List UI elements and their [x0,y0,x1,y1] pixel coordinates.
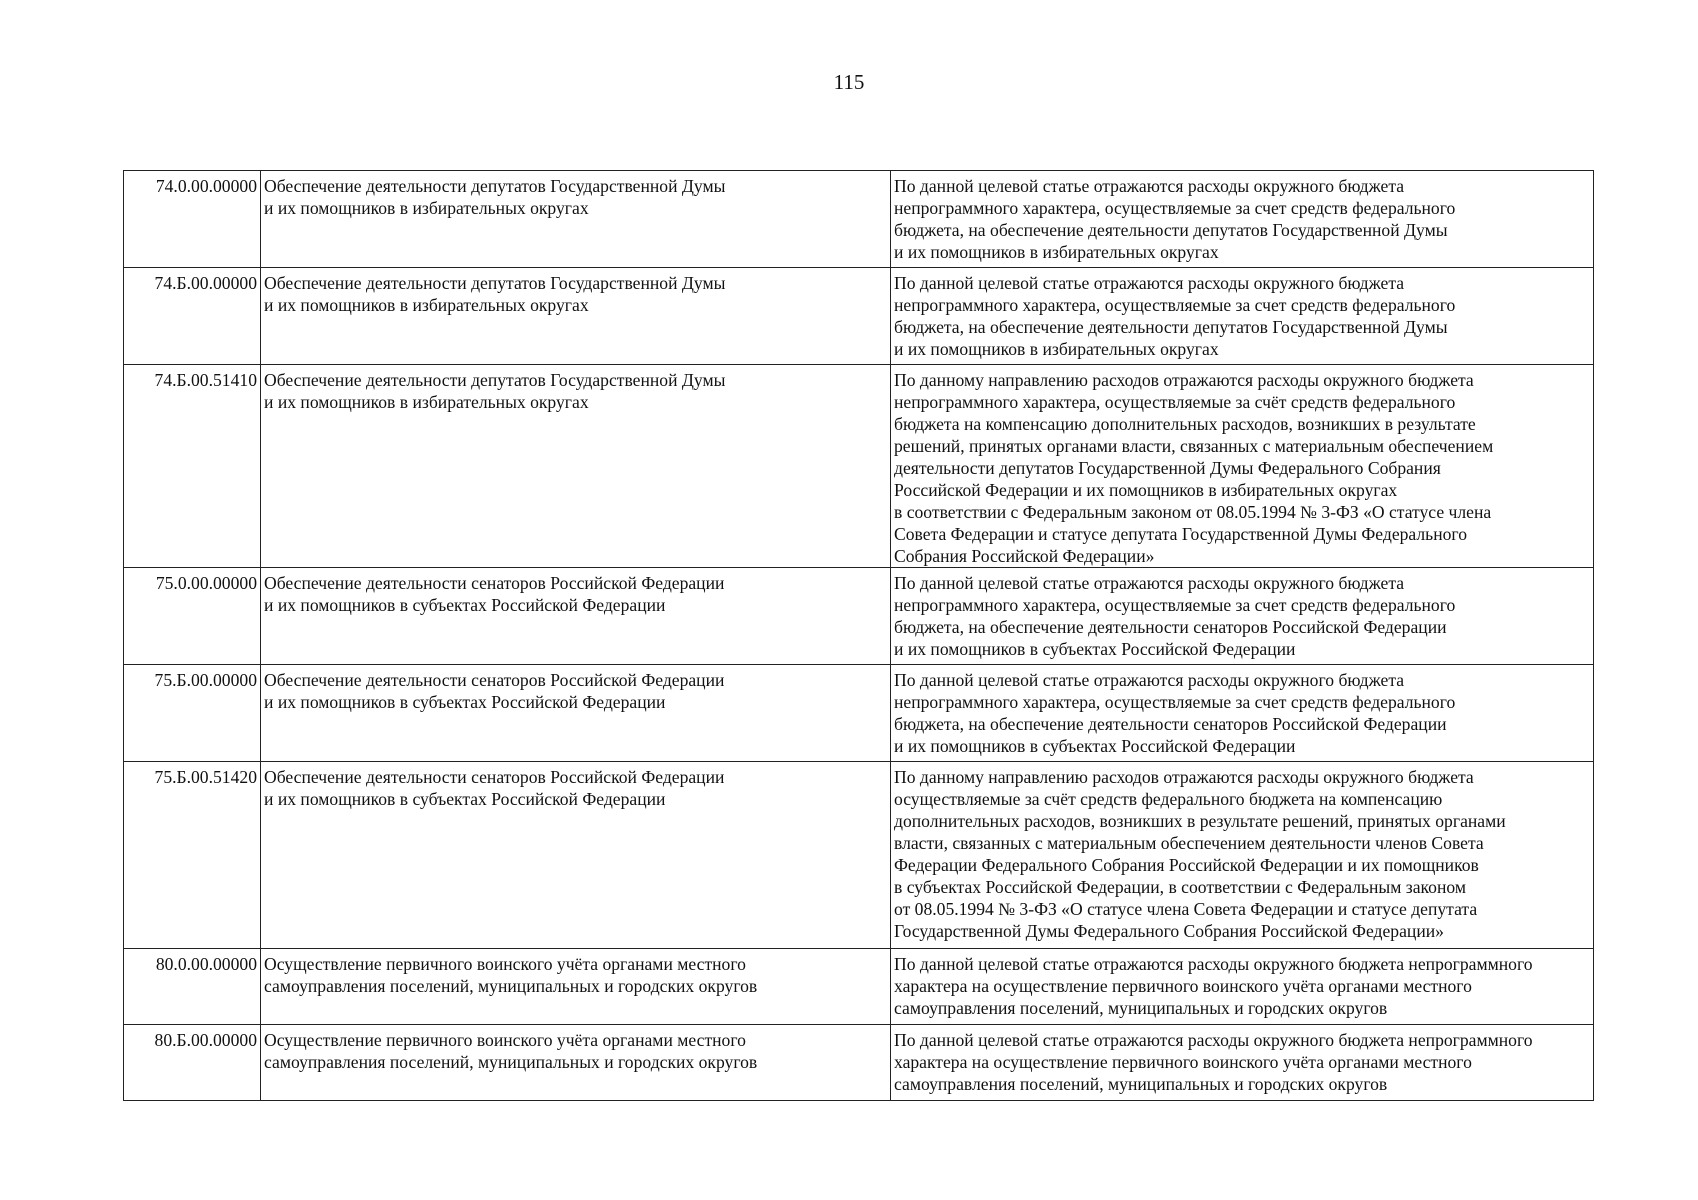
item-description-cell: По данной целевой статье отражаются расходы окружного бюджета непрограммного характера, осуществляемые за счет средств федерального бюджета, на обеспечение деятельности сенаторов Российской Федерации и их помощников в субъектах Российской Федерации [891,568,1594,665]
item-name-cell: Осуществление первичного воинского учёта органами местного самоуправления поселений, муниципальных и городских округов [261,1025,891,1101]
target-code-cell: 74.Б.00.51410 [124,365,261,568]
item-name-cell: Обеспечение деятельности сенаторов Российской Федерации и их помощников в субъектах Российской Федерации [261,665,891,762]
target-code-cell: 74.Б.00.00000 [124,268,261,365]
item-description-cell: По данной целевой статье отражаются расходы окружного бюджета непрограммного характера, осуществляемые за счет средств федерального бюджета, на обеспечение деятельности депутатов Государственной Думы и их помощников в избирательных округах [891,171,1594,268]
item-name-cell: Обеспечение деятельности сенаторов Российской Федерации и их помощников в субъектах Российской Федерации [261,762,891,949]
item-description-cell: По данному направлению расходов отражаются расходы окружного бюджета непрограммного характера, осуществляемые за счёт средств федерального бюджета на компенсацию дополнительных расходов, возникших в результате решений, принятых органами власти, связанных с материальным обеспечением деятельности депутатов Государственной Думы Федерального Собрания Российской Федерации и их помощников в избирательных округах в соответствии с Федеральным законом от 08.05.1994 № 3-ФЗ «О статусе члена Совета Федерации и статусе депутата Государственной Думы Федерального Собрания Российской Федерации» [891,365,1594,568]
table-row [124,1025,1594,1101]
item-name-cell: Обеспечение деятельности депутатов Государственной Думы и их помощников в избирательных округах [261,171,891,268]
target-code-cell: 80.Б.00.00000 [124,1025,261,1101]
table-row [124,568,1594,665]
table-row [124,762,1594,949]
table-row [124,665,1594,762]
item-description-cell: По данной целевой статье отражаются расходы окружного бюджета непрограммного характера на осуществление первичного воинского учёта органами местного самоуправления поселений, муниципальных и городских округов [891,949,1594,1025]
table-row [124,268,1594,365]
item-description-cell: По данному направлению расходов отражаются расходы окружного бюджета осуществляемые за счёт средств федерального бюджета на компенсацию дополнительных расходов, возникших в результате решений, принятых органами власти, связанных с материальным обеспечением деятельности членов Совета Федерации Федерального Собрания Российской Федерации и их помощников в субъектах Российской Федерации, в соответствии с Федеральным законом от 08.05.1994 № 3-ФЗ «О статусе члена Совета Федерации и статусе депутата Государственной Думы Федерального Собрания Российской Федерации» [891,762,1594,949]
target-code-cell: 75.0.00.00000 [124,568,261,665]
budget-classification-table [123,170,1594,1101]
target-code-cell: 80.0.00.00000 [124,949,261,1025]
table-row [124,171,1594,268]
item-name-cell: Обеспечение деятельности депутатов Государственной Думы и их помощников в избирательных округах [261,268,891,365]
item-name-cell: Обеспечение деятельности депутатов Государственной Думы и их помощников в избирательных округах [261,365,891,568]
item-name-cell: Обеспечение деятельности сенаторов Российской Федерации и их помощников в субъектах Российской Федерации [261,568,891,665]
page-number: 115 [833,70,865,94]
target-code-cell: 75.Б.00.51420 [124,762,261,949]
item-description-cell: По данной целевой статье отражаются расходы окружного бюджета непрограммного характера, осуществляемые за счет средств федерального бюджета, на обеспечение деятельности депутатов Государственной Думы и их помощников в избирательных округах [891,268,1594,365]
item-name-cell: Осуществление первичного воинского учёта органами местного самоуправления поселений, муниципальных и городских округов [261,949,891,1025]
item-description-cell: По данной целевой статье отражаются расходы окружного бюджета непрограммного характера на осуществление первичного воинского учёта органами местного самоуправления поселений, муниципальных и городских округов [891,1025,1594,1101]
target-code-cell: 74.0.00.00000 [124,171,261,268]
item-description-cell: По данной целевой статье отражаются расходы окружного бюджета непрограммного характера, осуществляемые за счет средств федерального бюджета, на обеспечение деятельности сенаторов Российской Федерации и их помощников в субъектах Российской Федерации [891,665,1594,762]
table-row [124,949,1594,1025]
target-code-cell: 75.Б.00.00000 [124,665,261,762]
table-row [124,365,1594,568]
